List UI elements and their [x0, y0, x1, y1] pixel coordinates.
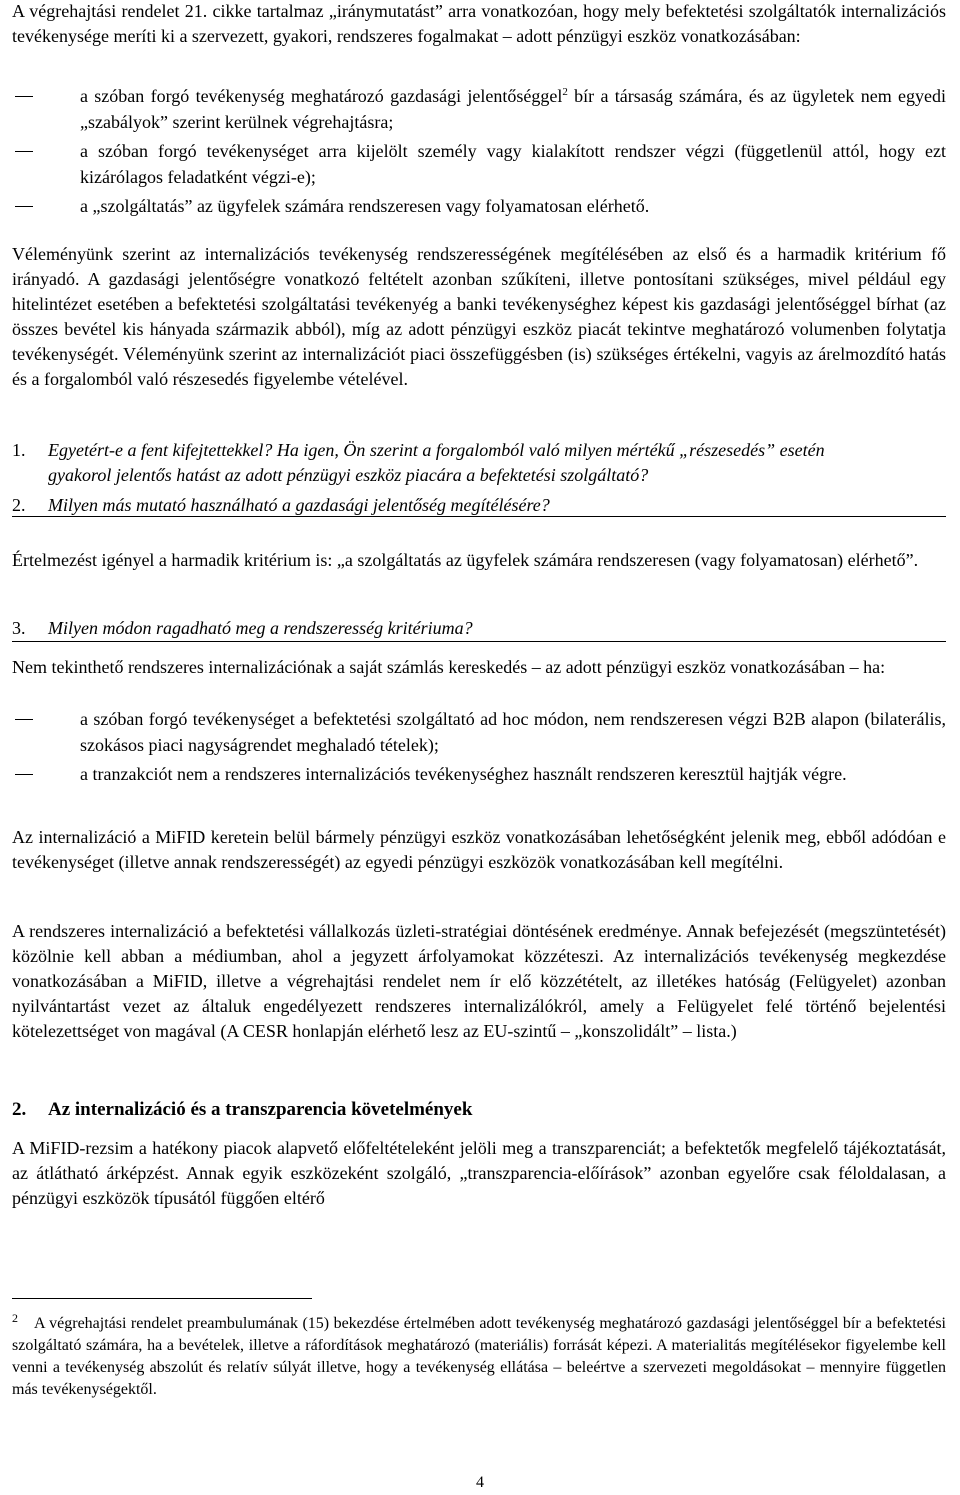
- question-1-continued: gyakorol jelentős hatást az adott pénzügyi eszköz piacára a befektetési szolgáltató?: [48, 465, 649, 485]
- exclusions-list: [12, 707, 946, 788]
- footnote-divider: [12, 1298, 312, 1299]
- exclusion-item: a szóban forgó tevékenységet a befektetési szolgáltató ad hoc módon, nem rendszeresen végzi B2B alapon (bilaterális, szokásos piaci nagyságrendet meghaladó tételek);: [12, 707, 946, 758]
- transparency-paragraph: A MiFID-rezsim a hatékony piacok alapvető előfeltételeként jelöli meg a transzparenciát; a befektetők megfelelő tájékoztatását, az átlátható árképzést. Annak egyik eszközeként szolgáló, „transzparencia-előírások” azonban egyelőre csak féloldalasan, a pénzügyi eszközök típusától függően eltérő: [12, 1138, 946, 1208]
- section-heading: 2. Az internalizáció és a transzparencia követelmények: [12, 1099, 473, 1120]
- third-criterion-paragraph: Értelmezést igényel a harmadik kritérium is: „a szolgáltatás az ügyfelek számára rendszeresen (vagy folyamatosan) elérhető”.: [12, 550, 919, 570]
- criteria-item: a „szolgáltatás” az ügyfelek számára rendszeresen vagy folyamatosan elérhető.: [12, 194, 946, 220]
- mifid-paragraph: Az internalizáció a MiFID keretein belül bármely pénzügyi eszköz vonatkozásában lehetőségként jelenik meg, ebből adódóan e tevékenységet (illetve annak rendszerességét) az egyedi pénzügyi eszközök vonatkozásában kell megítélni.: [12, 827, 946, 872]
- intro-paragraph: A végrehajtási rendelet 21. cikke tartalmaz „iránymutatást” arra vonatkozóan, hogy mely befektetési szolgáltatók internalizációs tevékenysége meríti ki a szervezett, gyakori, rendszeres fogalmakat – adott pénzügyi eszköz vonatkozásában:: [12, 1, 946, 46]
- question-box-b: [12, 616, 946, 642]
- opinion-paragraph: Véleményünk szerint az internalizációs tevékenység rendszerességének megítélésében az első és a harmadik kritérium fő irányadó. A gazdasági jelentőségre vonatkozó feltételt azonban szűkíteni, illetve pontosítani szükséges, mivel például egy hitelintézet esetében a befektetési szolgáltatási tevékenyég a banki tevékenységhez képest kis gazdasági jelentőséggel bírhat (az összes bevétel kis hányada származik abból), míg az adott pénzügyi eszköz piacát tekintve meghatározó volumenben folytatja tevékenységét. Véleményünk szerint az internalizációt piaci összefüggésben (is) szükséges értékelni, vagyis az árelmozdító hatás és a forgalomból való részesedés figyelembe vételével.: [12, 244, 946, 389]
- exclusion-item: a tranzakciót nem a rendszeres internalizációs tevékenységhez használt rendszeren keresztül hajtják végre.: [12, 762, 946, 788]
- question-2: 2. Milyen más mutató használható a gazdasági jelentőség megítélésére?: [12, 495, 550, 515]
- footnote-reference: 2: [562, 86, 568, 98]
- question-3: 3. Milyen módon ragadható meg a rendszeresség kritériuma?: [12, 618, 473, 638]
- page-number: 4: [476, 1474, 484, 1491]
- question-1: 1. Egyetért-e a fent kifejtettekkel? Ha igen, Ön szerint a forgalomból való milyen mértékű „részesedés” esetén: [12, 440, 825, 460]
- question-box-a: [12, 438, 946, 517]
- criteria-item: a szóban forgó tevékenység meghatározó gazdasági jelentőséggel$^2$ bír a társaság számára, és az ügyletek nem egyedi „szabályok” szerint kerülnek végrehajtásra;: [12, 84, 946, 135]
- not-internalization-paragraph: Nem tekinthető rendszeres internalizációnak a saját számlás kereskedés – az adott pénzügyi eszköz vonatkozásában – ha:: [12, 657, 886, 677]
- business-strategy-paragraph: A rendszeres internalizáció a befektetési vállalkozás üzleti-stratégiai döntésének eredménye. Annak befejezését (megszüntetését) közölnie kell abban a médiumban, ahol a jegyzett árfolyamokat közzéteszi. Az internalizációs tevékenység megkezdése vonatkozásában a MiFID, illetve a végrehajtási rendelet nem ír elő közzétételt, az illetékes hatóság (Felügyelet) azonban nyilvántartást vezet az általuk engedélyezett rendszeres internalizálókról, amely a Felügyelet felé történő bejelentési kötelezettséget von magával (A CESR honlapján elérhető lesz az EU-szintű – „konszolidált” – lista.): [12, 921, 946, 1041]
- criteria-item: a szóban forgó tevékenységet arra kijelölt személy vagy kialakított rendszer végzi (függetlenül attól, hogy ezt kizárólagos feladatként végzi-e);: [12, 139, 946, 190]
- criteria-list: [12, 84, 946, 220]
- footnote: 2 A végrehajtási rendelet preambulumának (15) bekezdése értelmében adott tevékenység meghatározó gazdasági jelentőséggel bír a befektetési szolgáltató számára, ha a bevételek, illetve a ráfordítások meghatározó (materiális) forrását képezi. A materialitás megítélésekor figyelembe kell venni a tevékenység abszolút és relatív súlyát illetve, hogy a tevékenység ellátása – beleértve a szervezeti megoldásokat – mennyire független más tevékenységektől.: [12, 1310, 946, 1398]
